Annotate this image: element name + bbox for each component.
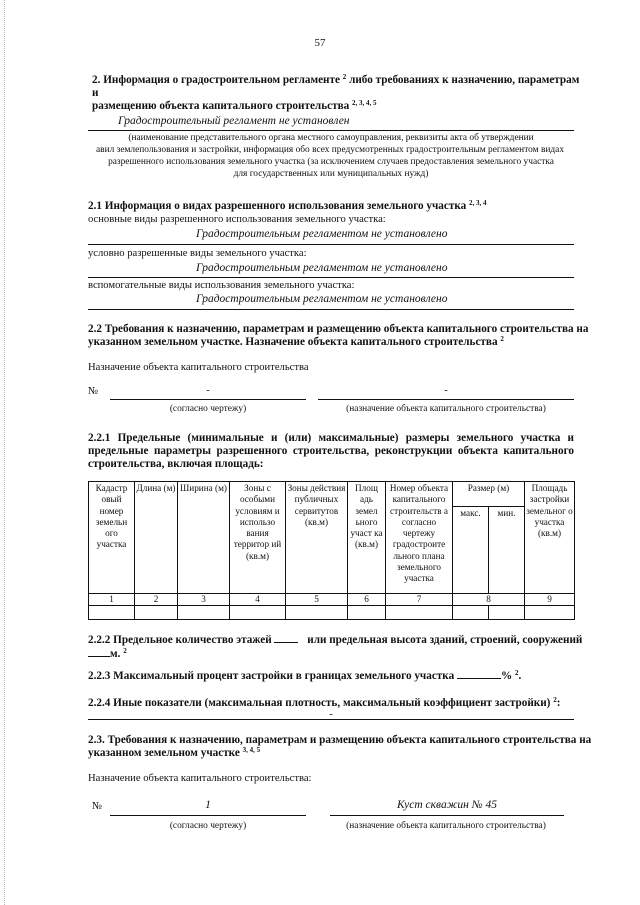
header-special-zones: Зоны с особыми условиям и использо вания территор ий (кв.м) — [230, 482, 286, 594]
section22-purpose-label: Назначение объекта капитального строительства — [88, 362, 309, 373]
section22-heading: 2.2 Требования к назначению, параметрам и размещению объекта капитального строительства на указанном земельном участке. Назначение объекта капитального строительства $^2$ — [88, 323, 589, 348]
section22-no-line — [110, 399, 306, 400]
section21-aux-value: Градостроительным регламентом не установлено — [196, 293, 448, 305]
section2-heading: 2. Информация о градостроительном регламенте $^2$ либо требованиях к назначению, параметрам и размещению объекта капитального строительства $^{2, 3, 4, 5}$ — [92, 73, 580, 112]
section22-name-line — [318, 399, 574, 400]
section2-value: Градостроительный регламент не установлен — [118, 115, 350, 127]
empty-cell — [386, 606, 453, 620]
section222-line2: м. $^2$ — [88, 646, 127, 661]
section23-name-value: Куст скважин № 45 — [397, 799, 497, 811]
height-blank — [88, 646, 110, 657]
empty-cell — [453, 606, 489, 620]
section21-main-label: основные виды разрешенного использования земельного участка: — [88, 214, 386, 225]
section21-cond-value: Градостроительным регламентом не установлено — [196, 262, 448, 274]
percent-blank — [457, 668, 501, 679]
empty-cell — [525, 606, 575, 620]
section22-no-label: № — [88, 386, 99, 397]
section21-heading: 2.1 Информация о видах разрешенного использования земельного участка $^{2, 3, 4}$ — [88, 199, 487, 212]
section223-line: 2.2.3 Максимальный процент застройки в границах земельного участка % $^2$. — [88, 669, 522, 682]
section22-caption-left: (согласно чертежу) — [169, 404, 247, 414]
section22-name-value: - — [444, 385, 448, 396]
table-number-row — [89, 594, 575, 606]
empty-cell — [89, 606, 135, 620]
empty-cell — [230, 606, 286, 620]
header-size-max: макс. — [453, 507, 489, 594]
empty-cell — [489, 606, 525, 620]
parameters-table — [88, 481, 575, 620]
number-cell: 8 — [453, 594, 525, 606]
section224-value: - — [329, 709, 333, 720]
table-header-row — [89, 482, 575, 507]
section222-line1: 2.2.2 Предельное количество этажей или предельная высота зданий, строений, сооружений — [88, 634, 583, 646]
number-cell: 9 — [525, 594, 575, 606]
section21-main-value: Градостроительным регламентом не установлено — [196, 228, 448, 240]
empty-cell — [286, 606, 348, 620]
number-cell: 3 — [178, 594, 230, 606]
section23-no-label: № — [92, 801, 103, 812]
section23-name-line — [330, 815, 564, 816]
number-cell: 5 — [286, 594, 348, 606]
section23-caption-left: (согласно чертежу) — [169, 821, 247, 831]
section23-no-line — [110, 815, 306, 816]
section23-heading: 2.3. Требования к назначению, параметрам и размещению объекта капитального строительства на указанном земельном участке $^{3, 4, 5}$ — [88, 734, 592, 759]
floors-blank — [274, 632, 298, 643]
section21-cond-label: условно разрешенные виды земельного участка: — [88, 248, 307, 259]
section21-aux-label: вспомогательные виды использования земельного участка: — [88, 280, 355, 291]
header-servitude-zones: Зоны действия публичных сервитутов (кв.м) — [286, 482, 348, 594]
section23-purpose-label: Назначение объекта капитального строительства: — [88, 773, 312, 784]
number-cell: 2 — [135, 594, 178, 606]
section21-aux-line — [88, 309, 574, 310]
section2-caption: (наименование представительного органа местного самоуправления, реквизиты акта об утверждении авил землепользования и застройки, информация обо всех предусмотренных градостроительным регламентом видах разрешенного использования земельного участка (за исключением случаев предоставления земельного участка для государственных или муниципальных нужд) — [95, 133, 565, 179]
number-cell: 6 — [348, 594, 386, 606]
section21-main-line — [88, 244, 574, 245]
header-object-number: Номер объекта капитального строительств а согласно чертежу градостроите льного плана земельного участка — [386, 482, 453, 594]
number-cell: 7 — [386, 594, 453, 606]
header-size: Размер (м) — [453, 482, 525, 507]
header-cadastral: Кадастр овый номер земельн ого участка — [89, 482, 135, 594]
header-length: Длина (м) — [135, 482, 178, 594]
number-cell: 4 — [230, 594, 286, 606]
section23-caption-right: (назначение объекта капитального строительства) — [346, 821, 546, 831]
section221-heading: 2.2.1 Предельные (минимальные и (или) максимальные) размеры земельного участка и предельные параметры разрешенного строительства, реконструкции объекта капитального строительства, включая площадь: — [88, 432, 574, 470]
header-build-area: Площадь застройки земельног о участка (кв.м) — [525, 482, 575, 594]
section22-caption-right: (назначение объекта капитального строительства) — [346, 404, 546, 414]
page-number: 57 — [314, 37, 326, 49]
page-edge — [4, 0, 6, 905]
section224-line: 2.2.4 Иные показатели (максимальная плотность, максимальный коэффициент застройки) $^2$: — [88, 696, 561, 709]
section22-no-value: - — [206, 385, 210, 396]
header-size-min: мин. — [489, 507, 525, 594]
section21-cond-line — [88, 277, 574, 278]
empty-cell — [135, 606, 178, 620]
table-empty-row — [89, 606, 575, 620]
empty-cell — [178, 606, 230, 620]
empty-cell — [348, 606, 386, 620]
header-area: Площ адь земел ьного участ ка (кв.м) — [348, 482, 386, 594]
header-width: Ширина (м) — [178, 482, 230, 594]
section224-line-blank — [88, 719, 574, 720]
number-cell: 1 — [89, 594, 135, 606]
section23-no-value: 1 — [205, 799, 211, 811]
section2-value-line — [88, 130, 574, 131]
